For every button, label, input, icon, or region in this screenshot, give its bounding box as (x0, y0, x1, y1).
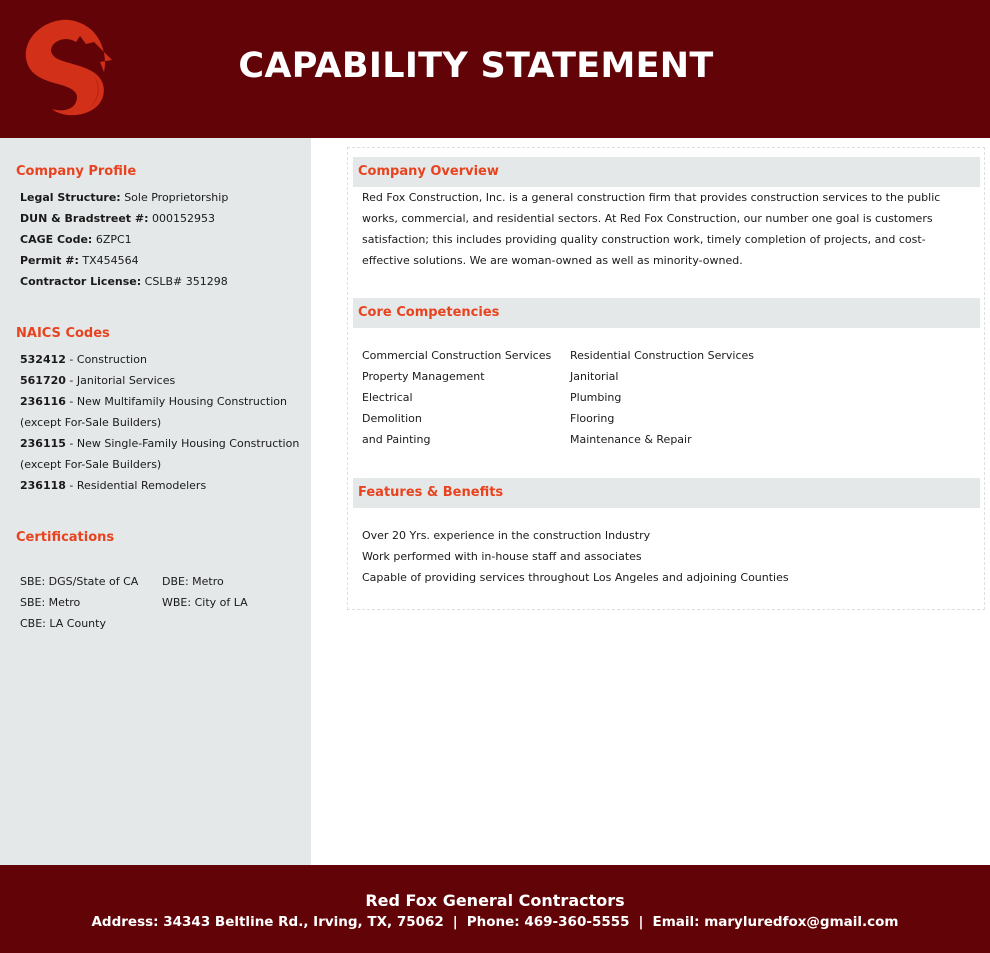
competency-item: Janitorial (570, 370, 619, 383)
competency-item: Plumbing (570, 391, 622, 404)
naics-heading: NAICS Codes (16, 326, 110, 341)
footer-phone: Phone: 469-360-5555 (466, 914, 630, 930)
competency-item: Property Management (362, 370, 485, 383)
certification-item: CBE: LA County (20, 617, 106, 630)
competency-item: Maintenance & Repair (570, 433, 692, 446)
profile-cage-code: CAGE Code: 6ZPC1 (20, 233, 132, 246)
footer-address: Address: 34343 Beltline Rd., Irving, TX, 75062 (91, 914, 444, 930)
naics-item: 561720 - Janitorial Services (20, 374, 176, 387)
certification-item: SBE: Metro (20, 596, 81, 609)
competency-item: Flooring (570, 412, 615, 425)
footer-separator: | (638, 914, 644, 930)
sidebar (0, 138, 311, 865)
company-profile-heading: Company Profile (16, 164, 137, 179)
certification-item: WBE: City of LA (162, 596, 248, 609)
footer-company-name: Red Fox General Contractors (365, 891, 625, 910)
footer-separator: | (452, 914, 458, 930)
competency-item: Commercial Construction Services (362, 349, 552, 362)
core-competencies-heading: Core Competencies (353, 298, 980, 328)
profile-contractor-license: Contractor License: CSLB# 351298 (20, 275, 228, 288)
certifications-heading: Certifications (16, 530, 115, 545)
footer-banner (0, 865, 990, 953)
naics-item-continuation: (except For-Sale Builders) (20, 458, 162, 471)
profile-legal-structure: Legal Structure: Sole Proprietorship (20, 191, 229, 204)
company-overview-heading: Company Overview (353, 157, 980, 187)
feature-item: Work performed with in-house staff and associates (362, 550, 642, 563)
naics-item: 236116 - New Multifamily Housing Construction (20, 395, 287, 408)
profile-permit: Permit #: TX454564 (20, 254, 139, 267)
page-title: CAPABILITY STATEMENT (238, 46, 714, 86)
company-overview-text: Red Fox Construction, Inc. is a general construction firm that provides construction services to the public works, commercial, and residential sectors. At Red Fox Construction, our number one goal is customers satisfaction; this includes providing quality construction work, timely completion of projects, and cost-effective solutions. We are woman-owned as well as minority-owned. (362, 191, 941, 267)
profile-dun-bradstreet: DUN & Bradstreet #: 000152953 (20, 212, 215, 225)
naics-item: 532412 - Construction (20, 353, 147, 366)
footer-email: Email: maryluredfox@gmail.com (652, 914, 899, 930)
certification-item: SBE: DGS/State of CA (20, 575, 139, 588)
competency-item: Electrical (362, 391, 413, 404)
naics-item: 236118 - Residential Remodelers (20, 479, 207, 492)
footer-contact-line (0, 914, 990, 930)
feature-item: Over 20 Yrs. experience in the construction Industry (362, 529, 651, 542)
naics-item-continuation: (except For-Sale Builders) (20, 416, 162, 429)
header-banner (0, 0, 990, 138)
features-benefits-heading: Features & Benefits (353, 478, 980, 508)
competency-item: and Painting (362, 433, 431, 446)
competency-item: Residential Construction Services (570, 349, 755, 362)
competency-item: Demolition (362, 412, 422, 425)
feature-item: Capable of providing services throughout Los Angeles and adjoining Counties (362, 571, 789, 584)
naics-item: 236115 - New Single-Family Housing Construction (20, 437, 300, 450)
certification-item: DBE: Metro (162, 575, 224, 588)
